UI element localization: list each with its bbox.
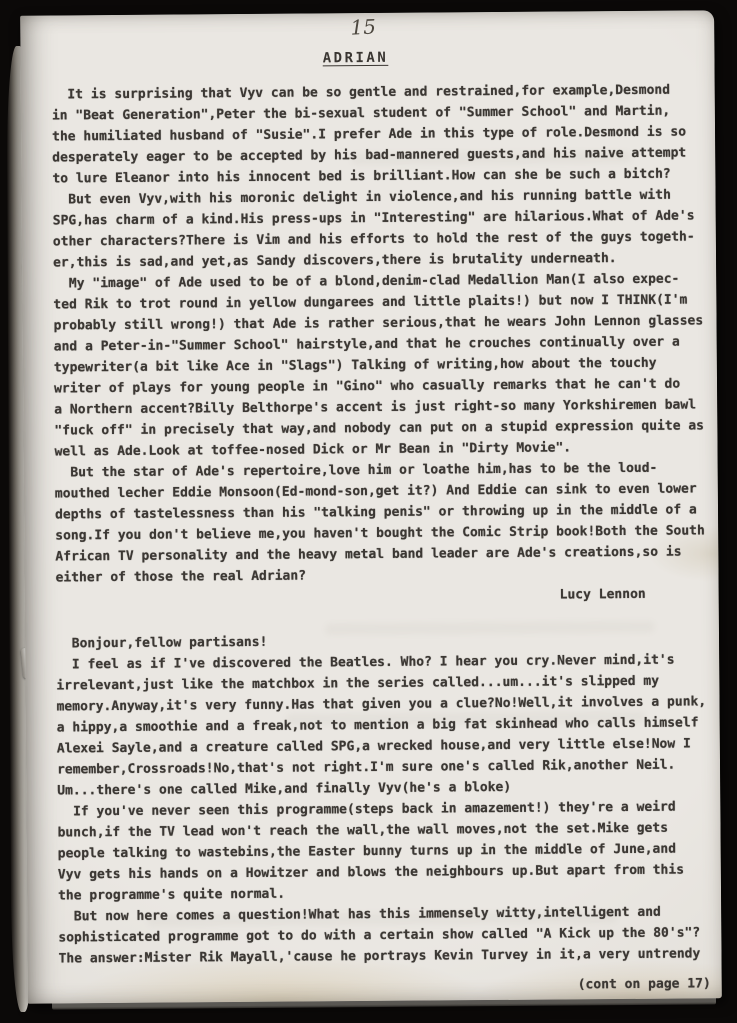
typed-line: African TV personality and the heavy metal band leader are Ade's creations,so is — [55, 544, 682, 565]
typed-line: But even Vyv,with his moronic delight in violence,and his running battle with — [52, 187, 671, 208]
typed-line: bunch,if the TV lead won't reach the wall,the wall moves,not the set.Mike gets — [57, 820, 669, 841]
continuation-note: (cont on page 17) — [577, 976, 711, 993]
typed-line: probably still wrong!) that Ade is rather serious,that he wears John Lennon glasses — [53, 313, 704, 334]
typed-line: "fuck off" in precisely that way,and nobody can put on a stupid expression quite as — [54, 418, 705, 439]
typed-line: The answer:Mister Rik Mayall,'cause he portrays Kevin Turvey in it,a very untrendy — [58, 946, 701, 967]
scanned-page — [20, 10, 722, 1003]
typed-line: in "Beat Generation",Peter the bi-sexual student of "Summer School" and Martin, — [51, 103, 671, 124]
typed-line: er,this is sad,and yet,as Sandy discovers,there is brutality underneath. — [53, 251, 617, 271]
typed-line: to lure Eleanor into his innocent bed is brilliant.How can she be such a bitch? — [52, 166, 671, 187]
page-content — [20, 10, 719, 999]
typed-line: a Northern accent?Billy Belthorpe's accent is just right-so many Yorkshiremen bawl — [54, 397, 697, 418]
typed-line: well as Ade.Look at toffee-nosed Dick or Mr Bean in "Dirty Movie". — [54, 440, 572, 460]
typed-line: depths of tastelessness than his "talking penis" or throwing up in the middle of a — [54, 502, 697, 523]
typed-line: desperately eager to be accepted by his bad-mannered guests,and his naive attempt — [52, 145, 687, 166]
typed-line: Alexei Sayle,and a creature called SPG,a wrecked house,and very little else!Now I — [56, 736, 691, 757]
typed-line: SPG,has charm of a kind.His press-ups in "Interesting" are hilarious.What of Ade's — [52, 208, 695, 229]
typed-line: But now here comes a question!What has this immensely witty,intelligent and — [58, 904, 661, 925]
typed-line: Bonjour,fellow partisans! — [56, 634, 268, 652]
article-body — [52, 79, 716, 588]
typed-line: song.If you don't believe me,you haven't bought the Comic Strip book!Both the South — [55, 523, 705, 544]
typed-line: memory.Anyway,it's very funny.Has that given you a clue?No!Well,it involves a punk, — [56, 694, 707, 715]
typed-line: Um...there's one called Mike,and finally Vyv(he's a bloke) — [57, 779, 512, 799]
typed-line: ted Rik to trot round in yellow dungarees and little plaits!) but now I THINK(I'm — [53, 292, 688, 313]
typed-line: remember,Crossroads!No,that's not right.I'm sure one's called Rik,another Neil. — [56, 757, 676, 778]
typed-line: It is surprising that Vyv can be so gentle and restrained,for example,Desmond — [51, 82, 671, 103]
typed-line: and a Peter-in-"Summer School" hairstyle,and that he crouches continually over a — [53, 334, 680, 355]
typed-line: the humiliated husband of "Susie".I prefer Ade in this type of role.Desmond is so — [52, 124, 687, 145]
typed-line: I feel as if I've discovered the Beatles. Who? I hear you cry.Never mind,it's — [56, 652, 675, 673]
typed-line: But the star of Ade's repertoire,love him or loathe him,has to be the loud- — [54, 460, 658, 481]
typed-line: people talking to wastebins,the Easter bunny turns up in the middle of June,and — [57, 841, 677, 862]
typed-line: writer of plays for young people in "Gino" who casually remarks that he can't do — [54, 376, 681, 397]
page-number: 15 — [349, 14, 377, 40]
author-signature: Lucy Lennon — [559, 586, 646, 603]
page-title: ADRIAN — [322, 49, 389, 67]
typed-line: a hippy,a smoothie and a freak,not to mention a big fat skinhead who calls himself — [56, 715, 699, 736]
typed-line: either of those the real Adrian? — [55, 568, 307, 586]
typed-line: mouthed lecher Eddie Monsoon(Ed-mond-son,get it?) And Eddie can sink to even lower — [54, 481, 697, 502]
typed-line: If you've never seen this programme(steps back in amazement!) they're a weird — [57, 799, 676, 820]
typed-line: My "image" of Ade used to be of a blond,denim-clad Medallion Man(I also expec- — [53, 271, 680, 292]
typed-line: Vyv gets his hands on a Howitzer and blows the neighbours up.But apart from this — [57, 862, 685, 883]
typed-line: irrelevant,just like the matchbox in the series called...um...it's slipped my — [56, 673, 660, 694]
typed-line: typewriter(a bit like Ace in "Slags") Talking of writing,how about the touchy — [53, 355, 657, 376]
typed-line: sophisticated programme got to do with a certain show called "A Kick up the 80's"? — [58, 925, 701, 946]
letter-body — [56, 628, 719, 969]
typed-line: the programme's quite normal. — [57, 886, 286, 904]
typed-line: other characters?There is Vim and his efforts to hold the rest of the guys togeth- — [52, 229, 695, 250]
